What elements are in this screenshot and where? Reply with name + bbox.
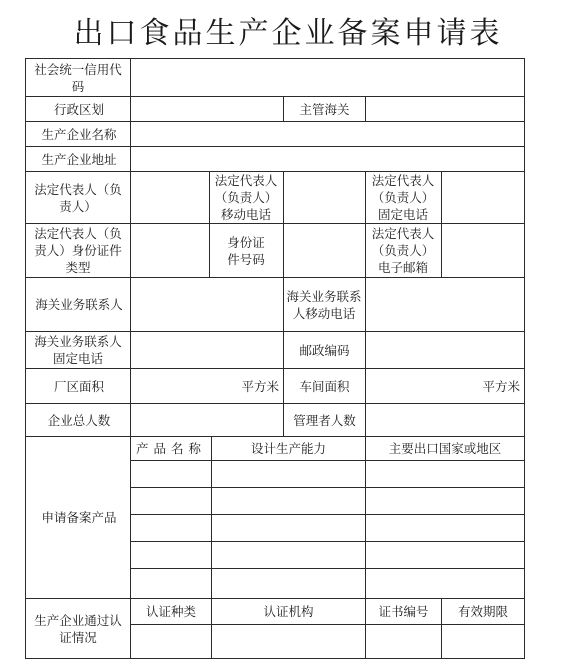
col-line [441,171,442,278]
label-contact: 海关业务联系人 [35,297,123,312]
product-row-line [130,487,525,488]
header-cert-body: 认证机构 [263,604,314,619]
label-legal-rep-email: 法定代表人（负责人）电子邮箱 [371,226,435,275]
label-workshop-area: 车间面积 [299,378,350,394]
label-products: 申请备案产品 [41,510,117,525]
header-product-name: 产品名称 [135,441,206,456]
label-plant-area: 厂区面积 [53,378,104,394]
unit-workshop-area: 平方米 [482,378,520,394]
header-capacity: 设计生产能力 [250,441,326,456]
product-row-line [130,568,525,569]
col-line [209,171,210,278]
label-total-staff: 企业总人数 [47,412,111,428]
label-contact-phone: 海关业务联系人固定电话 [34,334,122,366]
unit-plant-area: 平方米 [241,378,279,394]
header-export-country: 主要出口国家或地区 [388,441,502,456]
label-certification: 生产企业通过认证情况 [34,612,122,645]
label-legal-rep-id-type: 法定代表人（负责人）身份证件类型 [34,226,122,275]
label-id-number: 身份证件号码 [227,234,265,267]
product-row-line [130,460,525,461]
label-managers: 管理者人数 [293,412,356,428]
label-customs: 主管海关 [299,101,350,117]
col-line [211,436,212,599]
cert-row-line [130,624,525,625]
label-contact-mobile: 海关业务联系人移动电话 [286,288,362,321]
label-postal-code: 邮政编码 [299,342,350,358]
product-row-line [130,514,525,515]
label-column-line [130,58,131,659]
header-validity: 有效期限 [457,604,508,619]
label-company-name: 生产企业名称 [41,126,117,142]
table-border-top [25,58,525,59]
table-border-left [25,58,26,659]
header-cert-type: 认证种类 [145,604,196,619]
col-line [365,171,366,278]
col-line [365,96,366,122]
table-border-bottom [25,658,525,659]
product-row-line [130,541,525,542]
label-legal-rep: 法定代表人（负责人） [34,181,122,214]
header-cert-no: 证书编号 [378,604,429,619]
label-legal-rep-mobile: 法定代表人（负责人）移动电话 [214,173,278,222]
label-company-address: 生产企业地址 [41,151,117,167]
col-line [365,277,366,437]
form-title: 出口食品生产企业备案申请表 [73,16,503,51]
col-line [365,436,366,599]
label-credit-code: 社会统一信用代码 [34,62,122,94]
col-line [283,171,284,278]
label-admin-region: 行政区划 [53,101,104,117]
label-legal-rep-phone: 法定代表人（负责人）固定电话 [371,173,435,222]
